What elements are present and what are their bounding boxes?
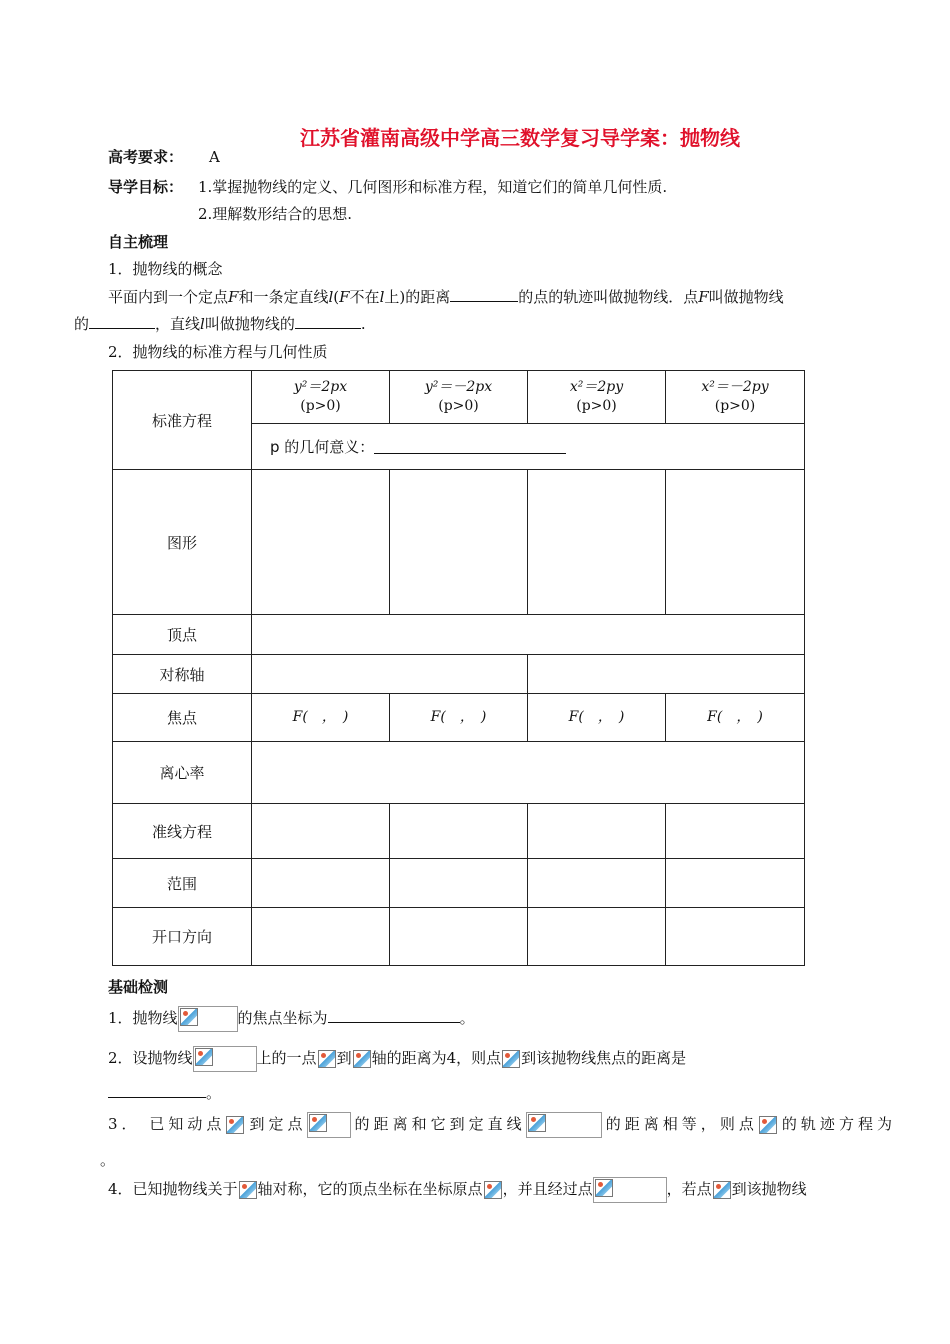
question-3 xyxy=(108,1112,892,1138)
requirements-label: 高考要求： xyxy=(108,148,184,166)
blank-focus[interactable] xyxy=(89,314,155,329)
focus-cell[interactable]: F( ， ) xyxy=(666,694,805,742)
text: 的焦点坐标为 xyxy=(237,1009,328,1027)
text: 平面内到一个定点 xyxy=(108,288,229,306)
blank-distance[interactable] xyxy=(450,287,518,302)
text: 。 xyxy=(459,1009,475,1027)
text: 轴的距离为4，则点 xyxy=(371,1049,502,1067)
goals-row xyxy=(108,176,668,197)
range-cell[interactable] xyxy=(528,859,666,908)
broken-image-icon xyxy=(180,1008,198,1026)
text: 和一条定直线 xyxy=(238,288,329,306)
range-cell[interactable] xyxy=(252,859,390,908)
broken-image-icon xyxy=(713,1181,731,1199)
graph-cell[interactable] xyxy=(528,470,666,615)
text: ( xyxy=(333,288,340,306)
equation-cell-1 xyxy=(252,371,390,424)
text: 叫做抛物线的 xyxy=(204,315,295,333)
directrix-cell[interactable] xyxy=(252,804,390,859)
formula-image xyxy=(307,1112,351,1138)
row-label-axis: 对称轴 xyxy=(113,655,252,694)
requirements-row xyxy=(108,146,220,167)
question-1 xyxy=(108,1006,475,1032)
opening-cell[interactable] xyxy=(252,908,390,966)
formula-image xyxy=(193,1046,257,1072)
directrix-cell[interactable] xyxy=(390,804,528,859)
row-label-eccentricity: 离心率 xyxy=(113,742,252,804)
question-3-cont: 。 xyxy=(100,1151,116,1169)
condition: (p>0) xyxy=(300,398,341,414)
table-heading: 2．抛物线的标准方程与几何性质 xyxy=(108,343,328,361)
row-label-focus: 焦点 xyxy=(113,694,252,742)
opening-cell[interactable] xyxy=(390,908,528,966)
text: 到定点 xyxy=(245,1115,307,1133)
concept-heading: 1．抛物线的概念 xyxy=(108,260,223,278)
goals-label: 导学目标： xyxy=(108,178,184,196)
equation: y²＝－2px xyxy=(424,379,493,395)
broken-image-icon xyxy=(195,1048,213,1066)
broken-image-icon xyxy=(759,1116,777,1134)
text: 到该抛物线焦点的距离是 xyxy=(521,1049,687,1067)
text: 的距离和它到定直线 xyxy=(350,1115,526,1133)
text: 1．抛物线 xyxy=(108,1009,178,1027)
var-l: l xyxy=(200,315,205,333)
broken-image-icon xyxy=(502,1050,520,1068)
focus-cell[interactable]: F( ， ) xyxy=(390,694,528,742)
directrix-cell[interactable] xyxy=(666,804,805,859)
text: 的距离相等，则点 xyxy=(601,1115,758,1133)
text: 上)的距离 xyxy=(384,288,451,306)
opening-cell[interactable] xyxy=(528,908,666,966)
question-2-cont xyxy=(108,1082,221,1103)
text: 。 xyxy=(206,1084,222,1102)
text: 到 xyxy=(336,1049,352,1067)
graph-cell[interactable] xyxy=(666,470,805,615)
broken-image-icon xyxy=(595,1179,613,1197)
text: ，并且经过点 xyxy=(502,1180,593,1198)
var-l: l xyxy=(328,288,334,306)
question-2 xyxy=(108,1046,686,1072)
graph-cell[interactable] xyxy=(252,470,390,615)
text: ，若点 xyxy=(666,1180,712,1198)
formula-image xyxy=(526,1112,602,1138)
equation: x²＝－2py xyxy=(701,379,769,395)
goal-item-2: 2.理解数形结合的思想. xyxy=(198,205,353,223)
range-cell[interactable] xyxy=(390,859,528,908)
row-label-equation: 标准方程 xyxy=(113,371,252,470)
var-f: F xyxy=(698,288,709,306)
page-title: 江苏省灌南高级中学高三数学复习导学案：抛物线 xyxy=(300,126,740,150)
goal-item-1: 1.掌握抛物线的定义、几何图形和标准方程，知道它们的简单几何性质. xyxy=(198,178,668,196)
broken-image-icon xyxy=(226,1116,244,1134)
eccentricity-cell[interactable] xyxy=(252,742,805,804)
text: 到该抛物线 xyxy=(731,1180,807,1198)
formula-image xyxy=(593,1177,667,1203)
range-cell[interactable] xyxy=(666,859,805,908)
basic-heading: 基础检测 xyxy=(108,978,169,996)
row-label-directrix: 准线方程 xyxy=(113,804,252,859)
condition: (p>0) xyxy=(576,398,617,414)
broken-image-icon xyxy=(484,1181,502,1199)
p-meaning-cell xyxy=(252,424,805,470)
var-f: F xyxy=(339,288,350,306)
condition: (p>0) xyxy=(438,398,479,414)
axis-cell[interactable] xyxy=(252,655,528,694)
equation-cell-3 xyxy=(528,371,666,424)
row-label-opening: 开口方向 xyxy=(113,908,252,966)
var-f: F xyxy=(228,288,239,306)
blank-answer[interactable] xyxy=(328,1008,460,1023)
condition: (p>0) xyxy=(714,398,756,414)
axis-cell[interactable] xyxy=(528,655,805,694)
equation-cell-4 xyxy=(666,371,805,424)
row-label-range: 范围 xyxy=(113,859,252,908)
focus-cell[interactable]: F( ， ) xyxy=(252,694,390,742)
blank-answer[interactable] xyxy=(108,1083,206,1098)
row-label-vertex: 顶点 xyxy=(113,615,252,655)
equation-cell-2 xyxy=(390,371,528,424)
question-4 xyxy=(108,1177,807,1203)
var-l: l xyxy=(379,288,385,306)
text: . xyxy=(360,315,366,333)
text: 3． 已知动点 xyxy=(108,1115,226,1133)
directrix-cell[interactable] xyxy=(528,804,666,859)
text: 的点的轨迹叫做抛物线．点 xyxy=(518,288,699,306)
text: ，直线 xyxy=(155,315,201,333)
broken-image-icon xyxy=(318,1050,336,1068)
text: 轴对称，它的顶点坐标在坐标原点 xyxy=(257,1180,483,1198)
text: 不在 xyxy=(349,288,380,306)
vertex-cell[interactable] xyxy=(252,615,805,655)
equation: y²＝2px xyxy=(293,379,348,395)
blank-directrix[interactable] xyxy=(295,314,361,329)
review-heading: 自主梳理 xyxy=(108,233,169,251)
formula-image xyxy=(178,1006,238,1032)
broken-image-icon xyxy=(353,1050,371,1068)
broken-image-icon xyxy=(528,1114,546,1132)
text: 的轨迹方程为 xyxy=(777,1115,892,1133)
text: 4．已知抛物线关于 xyxy=(108,1180,238,1198)
graph-cell[interactable] xyxy=(390,470,528,615)
broken-image-icon xyxy=(239,1181,257,1199)
text: 上的一点 xyxy=(256,1049,317,1067)
text: 叫做抛物线 xyxy=(708,288,784,306)
focus-cell[interactable]: F( ， ) xyxy=(528,694,666,742)
broken-image-icon xyxy=(309,1114,327,1132)
blank-p-meaning[interactable] xyxy=(374,439,566,454)
concept-line-2 xyxy=(74,313,366,334)
p-meaning-label: p 的几何意义： xyxy=(270,438,375,456)
properties-table xyxy=(112,370,805,966)
requirements-value: A xyxy=(209,148,220,166)
equation: x²＝2py xyxy=(569,379,624,395)
text: 的 xyxy=(74,315,90,333)
concept-line-1 xyxy=(108,286,784,307)
row-label-graph: 图形 xyxy=(113,470,252,615)
opening-cell[interactable] xyxy=(666,908,805,966)
text: 2．设抛物线 xyxy=(108,1049,193,1067)
